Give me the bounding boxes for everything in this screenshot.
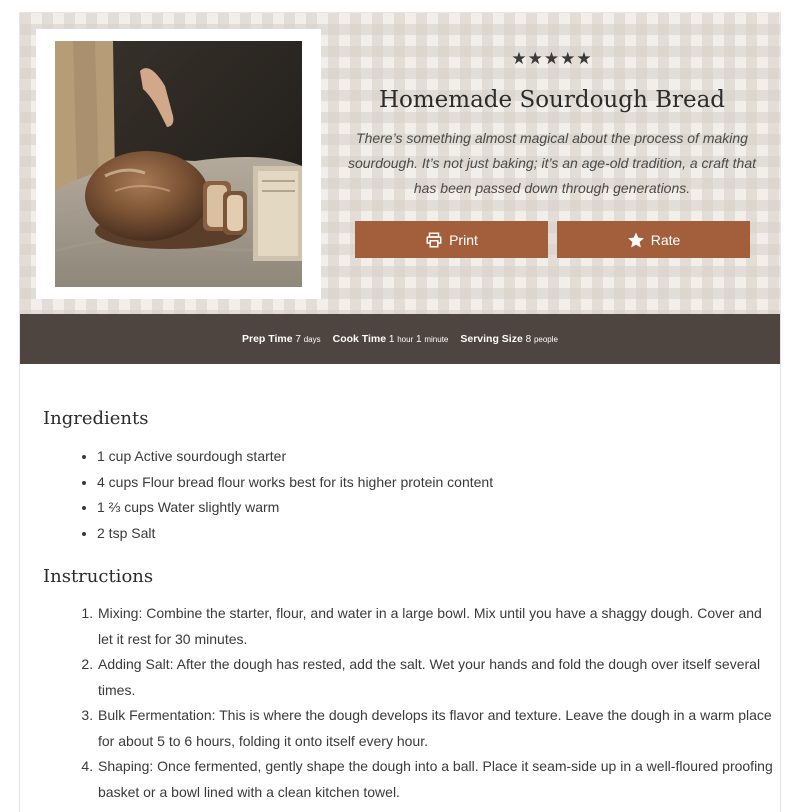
serving-size [460,333,558,345]
serving-size-label: Serving Size [460,333,523,345]
rate-button-label: Rate [650,231,681,248]
recipe-card [19,12,781,812]
prep-time-label: Prep Time [242,333,293,345]
serving-size-value: 8 [525,334,532,345]
recipe-header [20,13,780,314]
instruction-step: 4. Shaping: Once fermented, gently shape the dough into a ball. Place it seam-side up in a well-floured proofing basket or a bowl lined with a clean kitchen towel. [97,754,779,805]
instructions-heading: Instructions [43,566,154,587]
prep-time [242,333,321,345]
ingredients-list [79,444,493,546]
ingredient-item: • 2 tsp Salt [97,521,493,547]
ingredient-item: • 4 cups Flour bread flour works best for its higher protein content [97,470,493,496]
instructions-list [79,601,779,805]
recipe-meta-bar [20,314,780,364]
recipe-photo-frame [36,29,321,299]
printer-icon [425,231,443,249]
rating-stars: ★★★★★ [511,49,593,68]
cook-time-minutes: 1 [416,334,422,345]
cook-time [333,333,449,345]
print-button[interactable] [355,221,548,258]
ingredients-heading: Ingredients [43,408,149,429]
instruction-step: 3. Bulk Fermentation: This is where the dough develops its flavor and texture. Leave the dough in a warm place for about 5 to 6 hours, folding it onto itself every hour. [97,703,779,754]
prep-time-value: 7 [295,334,301,345]
recipe-summary: There’s something almost magical about the process of making sourdough. It’s not just baking; it’s an age-old tradition, a craft that has been passed down through generations. [347,130,757,196]
star-icon [627,231,645,249]
cook-time-minutes-unit: minute [424,335,449,344]
ingredient-item: • 1 ⅔ cups Water slightly warm [97,495,493,521]
cook-time-hours: 1 [388,334,395,345]
rate-button[interactable] [557,221,750,258]
prep-time-unit: days [303,335,321,344]
instruction-step: 1. Mixing: Combine the starter, flour, and water in a large bowl. Mix until you have a shaggy dough. Cover and let it rest for 30 minutes. [97,601,779,652]
ingredient-item: • 1 cup Active sourdough starter [97,444,493,470]
serving-size-unit: people [533,335,558,344]
instruction-step: 2. Adding Salt: After the dough has rested, add the salt. Wet your hands and fold the dough over itself several times. [97,652,779,703]
cook-time-hours-unit: hour [397,335,414,344]
recipe-title: Homemade Sourdough Bread [378,87,726,113]
cook-time-label: Cook Time [332,333,387,345]
bread-photo-illustration [55,41,302,287]
recipe-photo [55,41,302,287]
print-button-label: Print [449,231,478,248]
